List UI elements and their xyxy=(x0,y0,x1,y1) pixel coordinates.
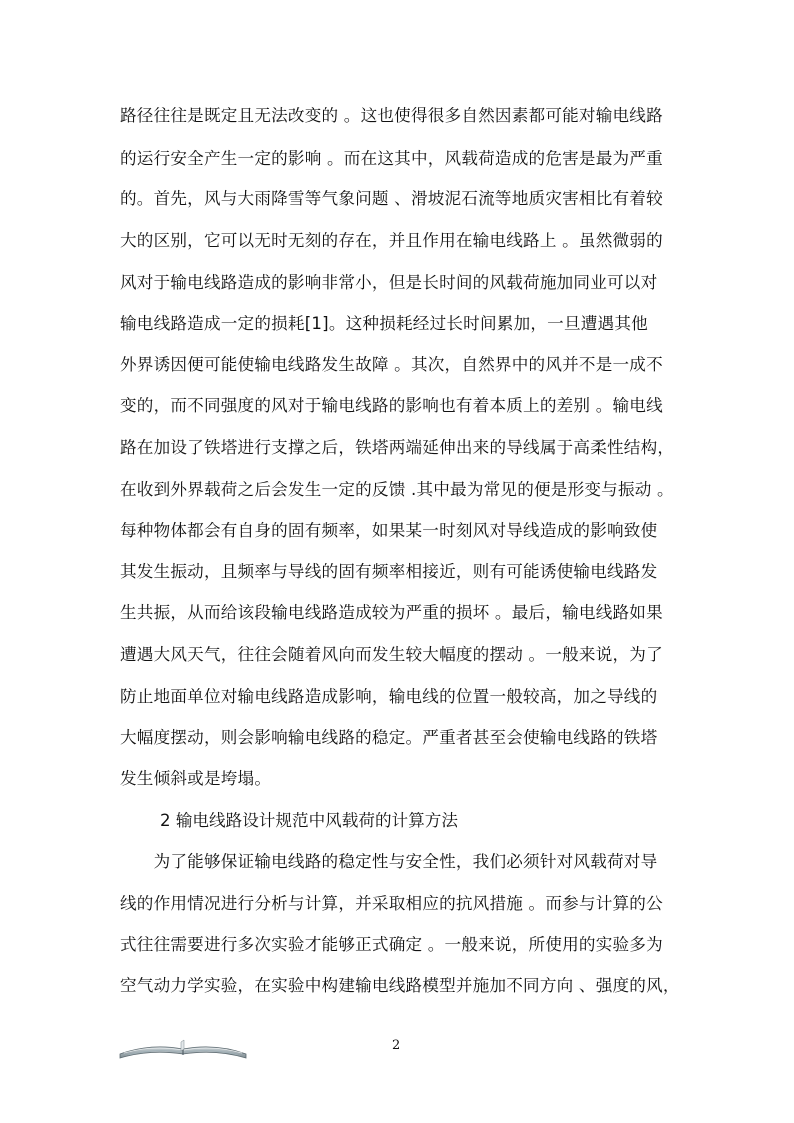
paragraph-line: 其发生振动，且频率与导线的固有频率相接近，则有可能诱使输电线路发 xyxy=(120,562,658,581)
paragraph-line: 路径往往是既定且无法改变的 。这也使得很多自然因素都可能对输电线路 xyxy=(120,106,663,125)
paragraph-line: 空气动力学实验，在实验中构建输电线路模型并施加不同方向 、强度的风， xyxy=(120,976,680,995)
page-number: 2 xyxy=(392,1038,401,1053)
paragraph-line: 大幅度摆动，则会影响输电线路的稳定。严重者甚至会使输电线路的铁塔 xyxy=(120,728,658,747)
paragraph-line: 大的区别，它可以无时无刻的存在，并且作用在输电线路上 。虽然微弱的 xyxy=(120,231,663,250)
paragraph-line: 的运行安全产生一定的影响 。而在这其中，风载荷造成的危害是最为严重 xyxy=(120,149,663,168)
paragraph-line: 遭遇大风天气，往往会随着风向而发生较大幅度的摆动 。一般来说，为了 xyxy=(120,645,663,664)
paragraph-line: 在收到外界载荷之后会发生一定的反馈 .其中最为常见的便是形变与振动 。 xyxy=(120,480,674,499)
paragraph-line: 线的作用情况进行分析与计算，并采取相应的抗风措施 。而参与计算的公 xyxy=(120,894,663,913)
paragraph-line: 每种物体都会有自身的固有频率，如果某一时刻风对导线造成的影响致使 xyxy=(120,521,658,540)
paragraph-line: 生共振，从而给该段输电线路造成较为严重的损坏 。最后，输电线路如果 xyxy=(120,603,663,622)
paragraph-line: 路在加设了铁塔进行支撑之后，铁塔两端延伸出来的导线属于高柔性结构， xyxy=(120,438,675,457)
paragraph-line: 变的，而不同强度的风对于输电线路的影响也有着本质上的差别 。输电线 xyxy=(120,396,663,415)
paragraph-line: 外界诱因便可能使输电线路发生故障 。其次，自然界中的风并不是一成不 xyxy=(120,355,663,374)
paragraph-line: 防止地面单位对输电线路造成影响，输电线的位置一般较高，加之导线的 xyxy=(120,687,658,706)
paragraph-line: 输电线路造成一定的损耗[1]。这种损耗经过长时间累加，一旦遭遇其他 xyxy=(120,314,648,333)
paragraph-line: 式往往需要进行多次实验才能够正式确定 。一般来说，所使用的实验多为 xyxy=(120,935,663,954)
paragraph-line: 风对于输电线路造成的影响非常小，但是长时间的风载荷施加同业可以对 xyxy=(120,273,658,292)
paragraph-line: 为了能够保证输电线路的稳定性与安全性，我们必须针对风载荷对导 xyxy=(120,852,658,871)
paragraph-line: 发生倾斜或是垮塌。 xyxy=(120,769,272,788)
open-book-icon xyxy=(118,1038,248,1060)
paragraph-line: 的。首先，风与大雨降雪等气象问题 、滑坡泥石流等地质灾害相比有着较 xyxy=(120,189,663,208)
section-heading: 2 输电线路设计规范中风载荷的计算方法 xyxy=(160,811,458,830)
